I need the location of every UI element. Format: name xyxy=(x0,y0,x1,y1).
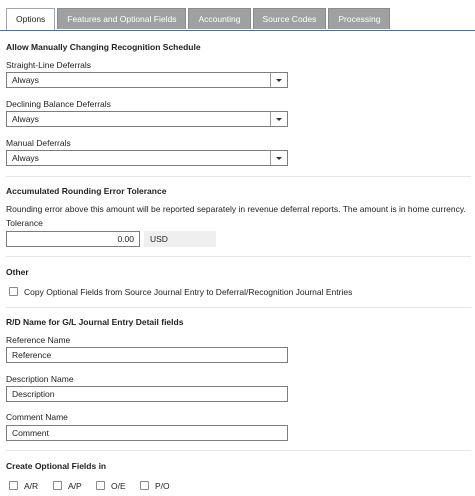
tab-source-codes[interactable]: Source Codes xyxy=(253,8,327,29)
manual-deferrals-value: Always xyxy=(12,153,39,163)
comment-name-label: Comment Name xyxy=(6,412,68,422)
rounding-section-title: Accumulated Rounding Error Tolerance xyxy=(6,186,167,196)
description-name-label: Description Name xyxy=(6,374,74,384)
po-label: P/O xyxy=(155,481,170,491)
copy-optional-fields-label: Copy Optional Fields from Source Journal Entry to Deferral/Recognition Journal Entries xyxy=(24,287,353,297)
divider xyxy=(6,307,471,308)
oe-checkbox[interactable] xyxy=(96,481,105,490)
tab-processing[interactable]: Processing xyxy=(328,8,390,29)
comment-name-input[interactable] xyxy=(6,425,288,441)
oe-label: O/E xyxy=(111,481,126,491)
chevron-down-icon[interactable] xyxy=(270,73,287,87)
currency-code: USD xyxy=(150,234,168,244)
tab-features-optional-fields[interactable]: Features and Optional Fields xyxy=(57,8,186,29)
tab-accounting[interactable]: Accounting xyxy=(188,8,250,29)
description-name-value: Description xyxy=(12,389,55,399)
comment-name-value: Comment xyxy=(12,428,49,438)
declining-balance-label: Declining Balance Deferrals xyxy=(6,99,111,109)
straight-line-value: Always xyxy=(12,75,39,85)
tab-bar xyxy=(6,8,392,30)
tolerance-value: 0.00 xyxy=(117,234,134,244)
reference-name-value: Reference xyxy=(12,350,52,360)
divider xyxy=(6,450,471,451)
currency-field xyxy=(144,231,216,247)
straight-line-label: Straight-Line Deferrals xyxy=(6,60,92,70)
tolerance-input[interactable] xyxy=(6,231,140,247)
reference-name-label: Reference Name xyxy=(6,335,71,345)
ar-checkbox[interactable] xyxy=(9,481,18,490)
copy-optional-fields-checkbox[interactable] xyxy=(9,287,18,296)
description-name-input[interactable] xyxy=(6,386,288,402)
tab-underline xyxy=(0,30,475,31)
ar-label: A/R xyxy=(24,481,39,491)
chevron-down-icon[interactable] xyxy=(270,151,287,165)
straight-line-select[interactable] xyxy=(6,72,288,88)
other-section-title: Other xyxy=(6,267,29,277)
create-optional-section-title: Create Optional Fields in xyxy=(6,461,107,471)
ap-checkbox[interactable] xyxy=(53,481,62,490)
rounding-description: Rounding error above this amount will be reported separately in revenue deferral reports. The amount is in home currency. xyxy=(6,204,466,214)
reference-name-input[interactable] xyxy=(6,347,288,363)
rd-names-section-title: R/D Name for G/L Journal Entry Detail fields xyxy=(6,317,184,327)
chevron-down-icon[interactable] xyxy=(270,112,287,126)
po-checkbox[interactable] xyxy=(140,481,149,490)
tolerance-label: Tolerance xyxy=(6,218,43,228)
declining-balance-value: Always xyxy=(12,114,39,124)
tab-options[interactable]: Options xyxy=(6,8,55,31)
manual-deferrals-select[interactable] xyxy=(6,150,288,166)
declining-balance-select[interactable] xyxy=(6,111,288,127)
recognition-section-title: Allow Manually Changing Recognition Schedule xyxy=(6,42,201,52)
manual-deferrals-label: Manual Deferrals xyxy=(6,138,71,148)
divider xyxy=(6,256,471,257)
ap-label: A/P xyxy=(68,481,82,491)
divider xyxy=(6,176,471,177)
